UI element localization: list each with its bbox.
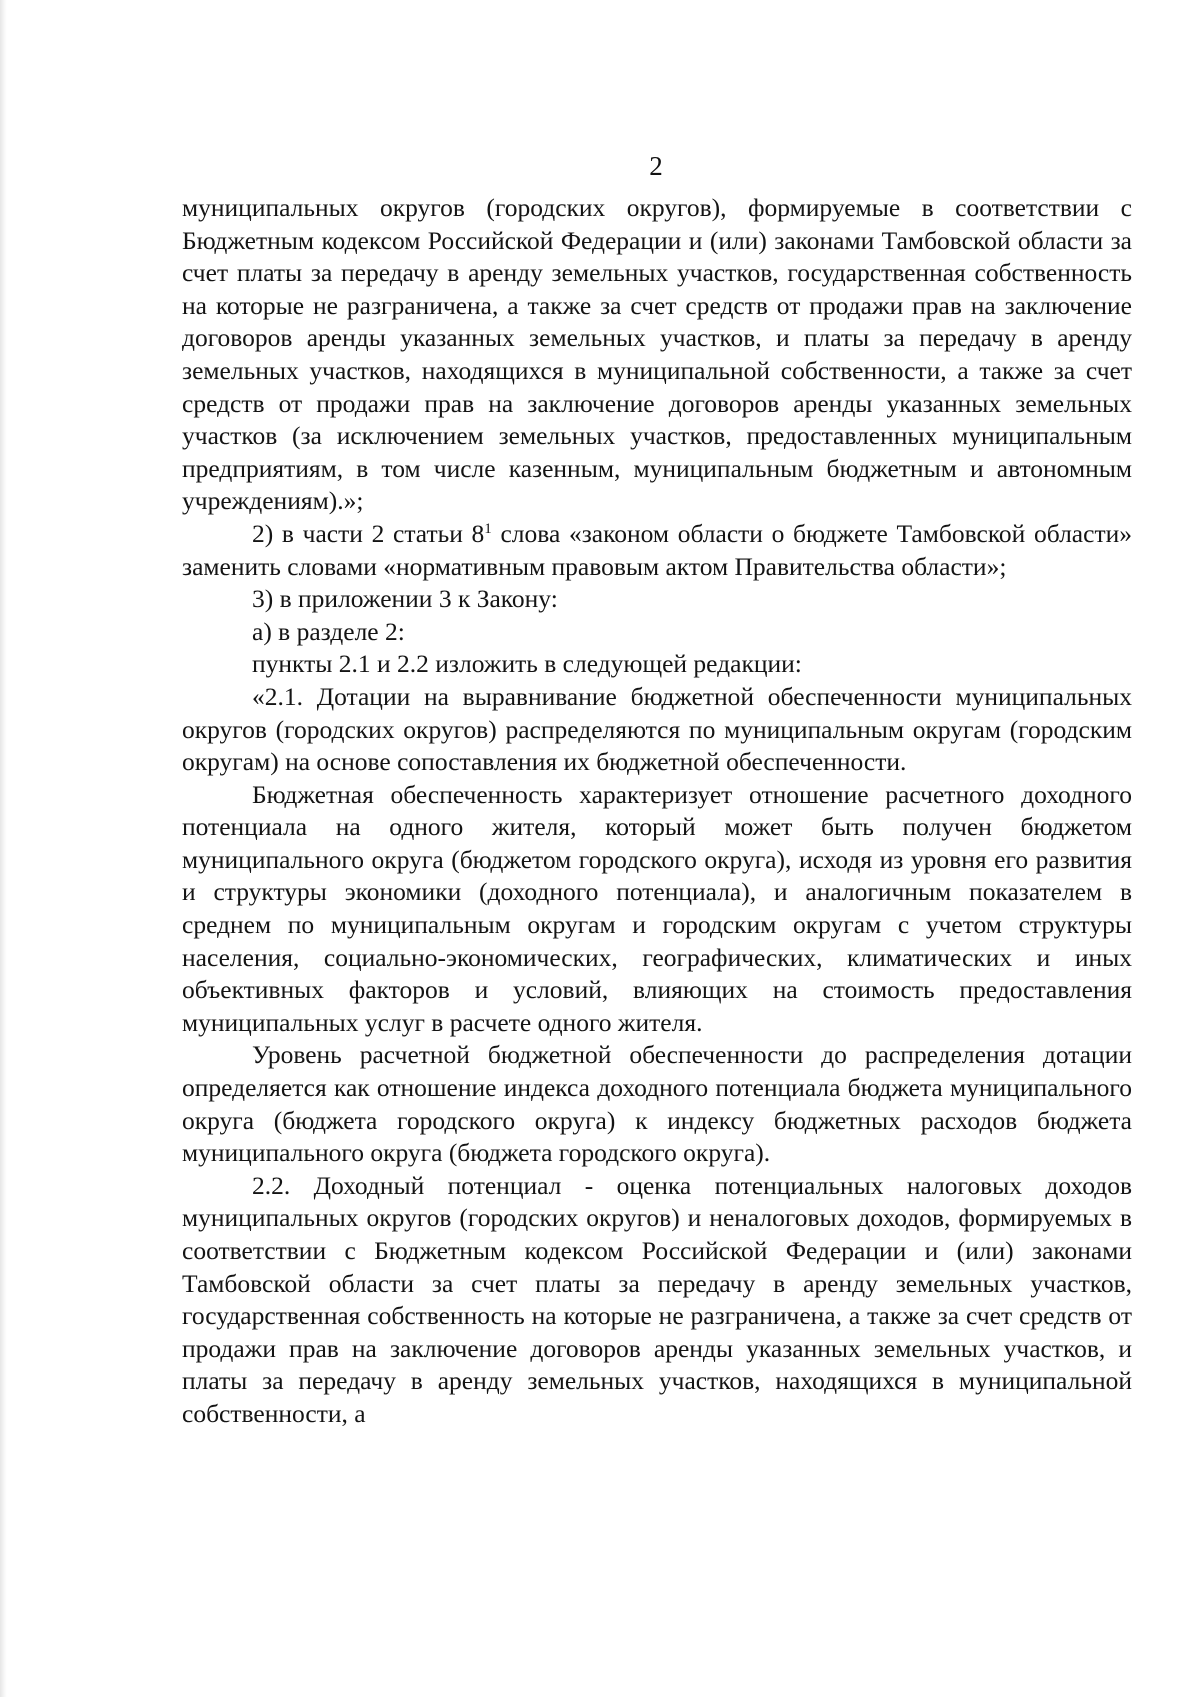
paragraph-budget-provision: Бюджетная обеспеченность характеризует отношение расчетного доходного потенциала на одного жителя, который может быть получен бюджетом муниципального округа (бюджетом городского округа), исходя из уровня его развития и структуры экономики (доходного потенциала), и аналогичным показателем в среднем по муниципальным округам и городским округам с учетом структуры населения, социально-экономических, географических, климатических и иных объективных факторов и условий, влияющих на стоимость предоставления муниципальных услуг в расчете одного жителя. <box>182 779 1132 1037</box>
scan-edge <box>0 0 7 1697</box>
paragraph-subitem-a: а) в разделе 2: <box>252 616 405 646</box>
article-superscript: 1 <box>484 520 492 537</box>
paragraph-points-intro: пункты 2.1 и 2.2 изложить в следующей редакции: <box>252 649 802 679</box>
paragraph-point-2-1: «2.1. Дотации на выравнивание бюджетной обеспеченности муниципальных округов (городских округов) распределяются по муниципальным округам (городским округам) на основе сопоставления их бюджетной обеспеченности. <box>182 681 1132 777</box>
paragraph-item-2 <box>182 518 1132 583</box>
document-body <box>182 192 1132 1431</box>
page-number: 2 <box>649 151 663 181</box>
paragraph-continuation: муниципальных округов (городских округов), формируемые в соответствии с Бюджетным кодексом Российской Федерации и (или) законами Тамбовской области за счет платы за передачу в аренду земельных участков, государственная собственность на которые не разграничена, а также за счет средств от продажи прав на заключение договоров аренды указанных земельных участков, и платы за передачу в аренду земельных участков, находящихся в муниципальной собственности, а также за счет средств от продажи прав на заключение договоров аренды указанных земельных участков (за исключением земельных участков, предоставленных муниципальным предприятиям, в том числе казенным, муниципальным бюджетным и автономным учреждениям).»; <box>182 193 1132 516</box>
item-2-text-start: 2) в части 2 статьи 8 <box>252 518 485 548</box>
paragraph-point-2-2: 2.2. Доходный потенциал - оценка потенциальных налоговых доходов муниципальных округов (городских округов) и неналоговых доходов, формируемых в соответствии с Бюджетным кодексом Российской Федерации и (или) законами Тамбовской области за счет платы за передачу в аренду земельных участков, государственная собственность на которые не разграничена, а также за счет средств от продажи прав на заключение договоров аренды указанных земельных участков, и платы за передачу в аренду земельных участков, находящихся в муниципальной собственности, а <box>182 1170 1132 1428</box>
paragraph-item-3: 3) в приложении 3 к Закону: <box>252 584 558 614</box>
item-2-text-end: слова «законом области о бюджете Тамбовской области» заменить словами «нормативным правовым актом Правительства области»; <box>182 518 1132 581</box>
paragraph-provision-level: Уровень расчетной бюджетной обеспеченности до распределения дотации определяется как отношение индекса доходного потенциала бюджета муниципального округа (бюджета городского округа) к индексу бюджетных расходов бюджета муниципального округа (бюджета городского округа). <box>182 1040 1132 1168</box>
